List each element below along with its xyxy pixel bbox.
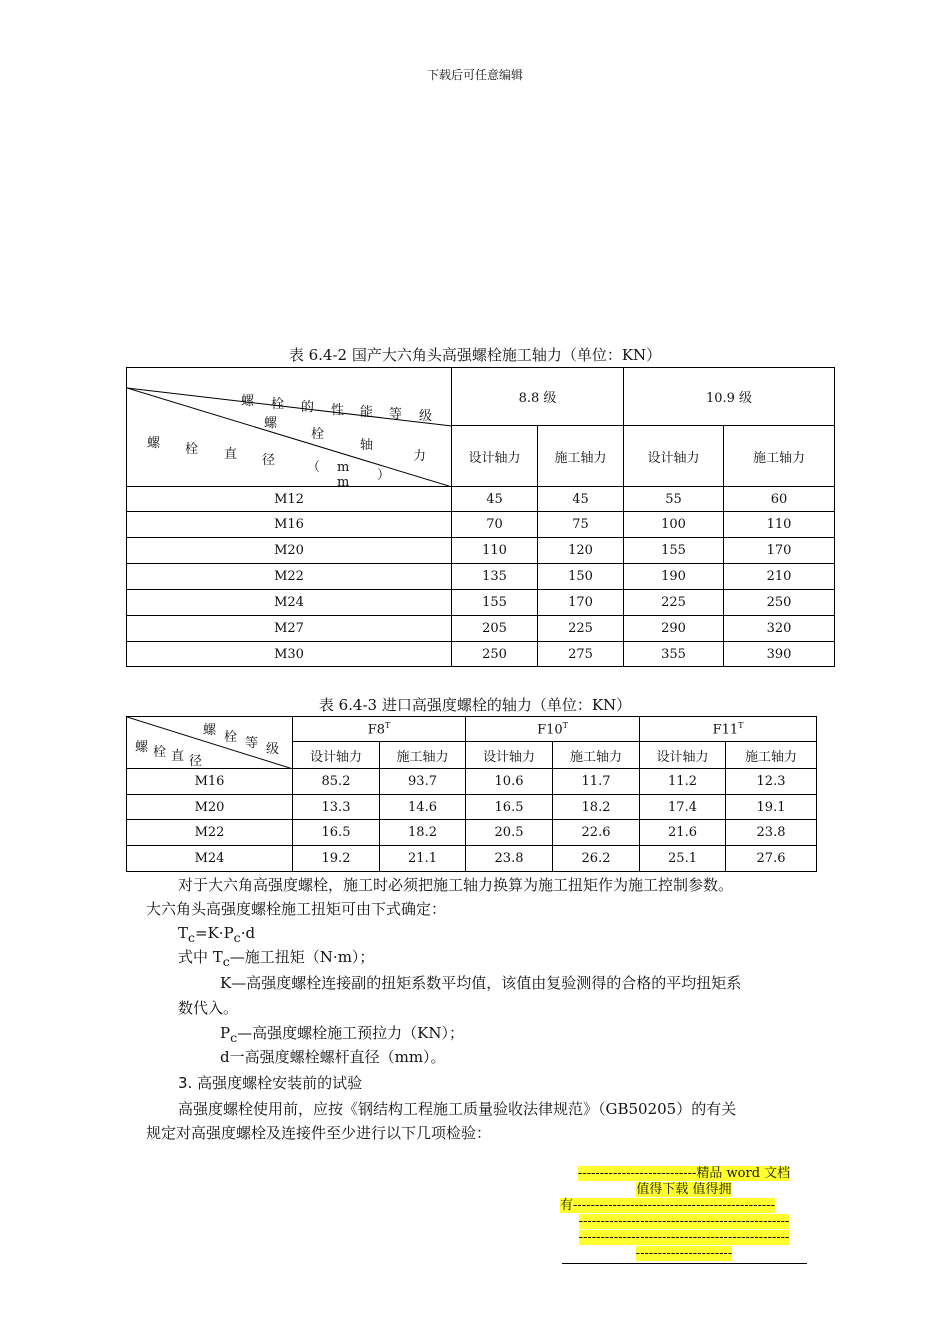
formula-part: T [178, 924, 189, 942]
table-cell: 225 [538, 616, 624, 642]
table-cell: M12 [127, 487, 452, 512]
table-cell: 23.8 [466, 846, 553, 872]
table2-group-header [640, 717, 817, 742]
table2-subheader: 设计轴力 [293, 742, 380, 769]
table-cell: M16 [127, 769, 293, 795]
table-cell: 23.8 [726, 820, 817, 846]
diag-left-char: m [337, 475, 350, 490]
diag-top-char: 等 [245, 736, 259, 751]
diag-top-char: 的 [301, 400, 315, 415]
diag-left-char: （ [307, 460, 321, 475]
table-cell: 190 [624, 564, 724, 590]
diag-left-char: 径 [189, 754, 203, 769]
diag-left-char: 螺 [135, 740, 149, 755]
formula-sub: c [188, 930, 196, 945]
table-cell: 22.6 [553, 820, 640, 846]
table-cell: 11.7 [553, 769, 640, 795]
paragraph: 规定对高强度螺栓及连接件至少进行以下几项检验： [146, 1124, 492, 1142]
table1-group-header: 10.9 级 [624, 368, 835, 426]
diag-left-char: m [337, 460, 350, 475]
table-row [127, 616, 835, 642]
table2-caption: 表 6.4-3 进口高强度螺栓的轴力（单位：KN） [318, 696, 632, 714]
table1-group-header: 8.8 级 [452, 368, 624, 426]
diag-left-char: 直 [224, 447, 238, 462]
diag-left-char: 栓 [185, 442, 199, 457]
table-cell: 250 [724, 590, 835, 616]
formula-part: =K·P [195, 924, 234, 942]
table-cell: 16.5 [466, 795, 553, 820]
diag-left-char: 栓 [153, 745, 167, 760]
diag-top-char: 栓 [224, 730, 238, 745]
table-cell: 21.1 [380, 846, 466, 872]
definition-k-cont: 数代入。 [178, 999, 239, 1017]
table1-subheader: 施工轴力 [724, 426, 835, 487]
diag-top-char: 级 [266, 742, 280, 757]
table2-subheader: 施工轴力 [380, 742, 466, 769]
table-cell: 12.3 [726, 769, 817, 795]
table-cell: M16 [127, 512, 452, 538]
diag-top-char: 级 [419, 409, 433, 424]
table2-subheader: 设计轴力 [640, 742, 726, 769]
table-cell: 110 [724, 512, 835, 538]
table-cell: M27 [127, 616, 452, 642]
table-cell: 45 [538, 487, 624, 512]
grade-sup: T [384, 720, 391, 730]
table-cell: 26.2 [553, 846, 640, 872]
table1-subheader: 施工轴力 [538, 426, 624, 487]
table-cell: 390 [724, 642, 835, 667]
def-part: —施工扭矩（N·m）； [229, 948, 375, 966]
table-cell: 17.4 [640, 795, 726, 820]
table1-subheader: 设计轴力 [452, 426, 538, 487]
table2-subheader: 设计轴力 [466, 742, 553, 769]
table-row [127, 512, 835, 538]
diagonal-lines [127, 368, 452, 487]
table-cell: 320 [724, 616, 835, 642]
grade-sup: T [738, 720, 744, 730]
table2-group-header [293, 717, 466, 742]
formula-part: ·d [240, 924, 256, 942]
table-cell: M20 [127, 795, 293, 820]
table-cell: 205 [452, 616, 538, 642]
table-cell: 85.2 [293, 769, 380, 795]
table1-diagonal-header [127, 368, 452, 490]
table-row [127, 846, 817, 872]
table1-caption: 表 6.4-2 国产大六角头高强螺栓施工轴力（单位：KN） [288, 346, 662, 364]
table-cell: 100 [624, 512, 724, 538]
table-cell: 355 [624, 642, 724, 667]
paragraph: 大六角头高强度螺栓施工扭矩可由下式确定： [146, 900, 447, 918]
table1 [126, 367, 835, 667]
diag-top-char: 螺 [203, 723, 217, 738]
table-cell: 290 [624, 616, 724, 642]
ad-line: ---------------------------精品 word 文档 [577, 1166, 791, 1181]
diag-left-char: ） [377, 468, 391, 483]
table-cell: 110 [452, 538, 538, 564]
ad-line: 有---------------------------------------------- [560, 1198, 776, 1213]
def-sub: c [222, 954, 230, 969]
table-cell: 155 [452, 590, 538, 616]
table-row [127, 820, 817, 846]
table-cell: 210 [724, 564, 835, 590]
table-cell: 70 [452, 512, 538, 538]
table-cell: 25.1 [640, 846, 726, 872]
section-heading: 3. 高强度螺栓安装前的试验 [178, 1074, 363, 1092]
table-cell: M24 [127, 846, 293, 872]
diag-mid-char: 轴 [360, 438, 374, 453]
def-sub: c [230, 1030, 238, 1045]
paragraph: 对于大六角高强度螺栓，施工时必须把施工轴力换算为施工扭矩作为施工控制参数。 [178, 876, 734, 894]
table-cell: 14.6 [380, 795, 466, 820]
definition-d: d一高强度螺栓螺杆直径（mm）。 [220, 1048, 446, 1066]
diag-left-char: 径 [262, 453, 276, 468]
table-row [127, 590, 835, 616]
table-cell: 170 [724, 538, 835, 564]
formula-sub: c [233, 930, 241, 945]
diag-top-char: 能 [360, 405, 374, 420]
def-part: —高强度螺栓施工预拉力（KN）； [237, 1024, 464, 1042]
diag-top-char: 等 [389, 407, 403, 422]
diag-mid-char: 栓 [311, 427, 325, 442]
table2-diagonal-header [127, 717, 293, 769]
table-cell: M22 [127, 564, 452, 590]
table-cell: 11.2 [640, 769, 726, 795]
grade-sup: T [562, 720, 568, 730]
diag-top-char: 栓 [271, 397, 285, 412]
diag-left-char: 螺 [147, 436, 161, 451]
def-part: 式中 T [178, 948, 223, 966]
table-cell: 19.2 [293, 846, 380, 872]
table-cell: 21.6 [640, 820, 726, 846]
table2-subheader: 施工轴力 [726, 742, 817, 769]
table-cell: 135 [452, 564, 538, 590]
table-row [127, 769, 817, 795]
table2-group-header [466, 717, 640, 742]
table-cell: M24 [127, 590, 452, 616]
page-header: 下载后可任意编辑 [426, 68, 523, 82]
diag-left-char: 直 [171, 749, 185, 764]
diag-top-char: 性 [331, 403, 345, 418]
ad-line: ------------------------------------------------ [578, 1214, 790, 1229]
footer-rule [562, 1263, 807, 1264]
table-cell: M20 [127, 538, 452, 564]
definition-tc [178, 946, 374, 973]
definition-k: K—高强度螺栓连接副的扭矩系数平均值，该值由复验测得的合格的平均扭矩系 [220, 974, 742, 992]
diag-top-char: 螺 [241, 394, 255, 409]
ad-line: ---------------------- [635, 1246, 733, 1261]
table-cell: 19.1 [726, 795, 817, 820]
table-cell: 16.5 [293, 820, 380, 846]
table-cell: 170 [538, 590, 624, 616]
table-cell: 18.2 [380, 820, 466, 846]
def-part: P [220, 1024, 231, 1042]
table-row [127, 487, 835, 512]
table-row [127, 642, 835, 667]
table-cell: 13.3 [293, 795, 380, 820]
table-cell: 10.6 [466, 769, 553, 795]
definition-pc [220, 1022, 464, 1049]
table-cell: 225 [624, 590, 724, 616]
grade-label: F8 [367, 722, 385, 738]
table-cell: 275 [538, 642, 624, 667]
table-cell: 45 [452, 487, 538, 512]
table-row [127, 538, 835, 564]
table-cell: M30 [127, 642, 452, 667]
table-cell: 93.7 [380, 769, 466, 795]
formula [178, 922, 255, 949]
paragraph: 高强度螺栓使用前，应按《钢结构工程施工质量验收法律规范》（GB50205）的有关 [178, 1100, 737, 1118]
ad-line: 值得下载 值得拥 [636, 1182, 732, 1197]
table-cell: 150 [538, 564, 624, 590]
diag-mid-char: 力 [413, 449, 427, 464]
table-row [127, 564, 835, 590]
grade-label: F11 [712, 722, 739, 738]
table2 [126, 716, 817, 872]
table-cell: 250 [452, 642, 538, 667]
table-row [127, 795, 817, 820]
table2-subheader: 施工轴力 [553, 742, 640, 769]
table-cell: 55 [624, 487, 724, 512]
ad-line: ------------------------------------------------ [578, 1230, 790, 1245]
footer-ad-block [560, 1166, 808, 1262]
table-cell: 75 [538, 512, 624, 538]
table-cell: 18.2 [553, 795, 640, 820]
table1-subheader: 设计轴力 [624, 426, 724, 487]
table-cell: 155 [624, 538, 724, 564]
table-cell: 27.6 [726, 846, 817, 872]
diag-mid-char: 螺 [264, 416, 278, 431]
grade-label: F10 [537, 722, 563, 738]
table-cell: 60 [724, 487, 835, 512]
table-cell: 120 [538, 538, 624, 564]
table-cell: M22 [127, 820, 293, 846]
table-cell: 20.5 [466, 820, 553, 846]
